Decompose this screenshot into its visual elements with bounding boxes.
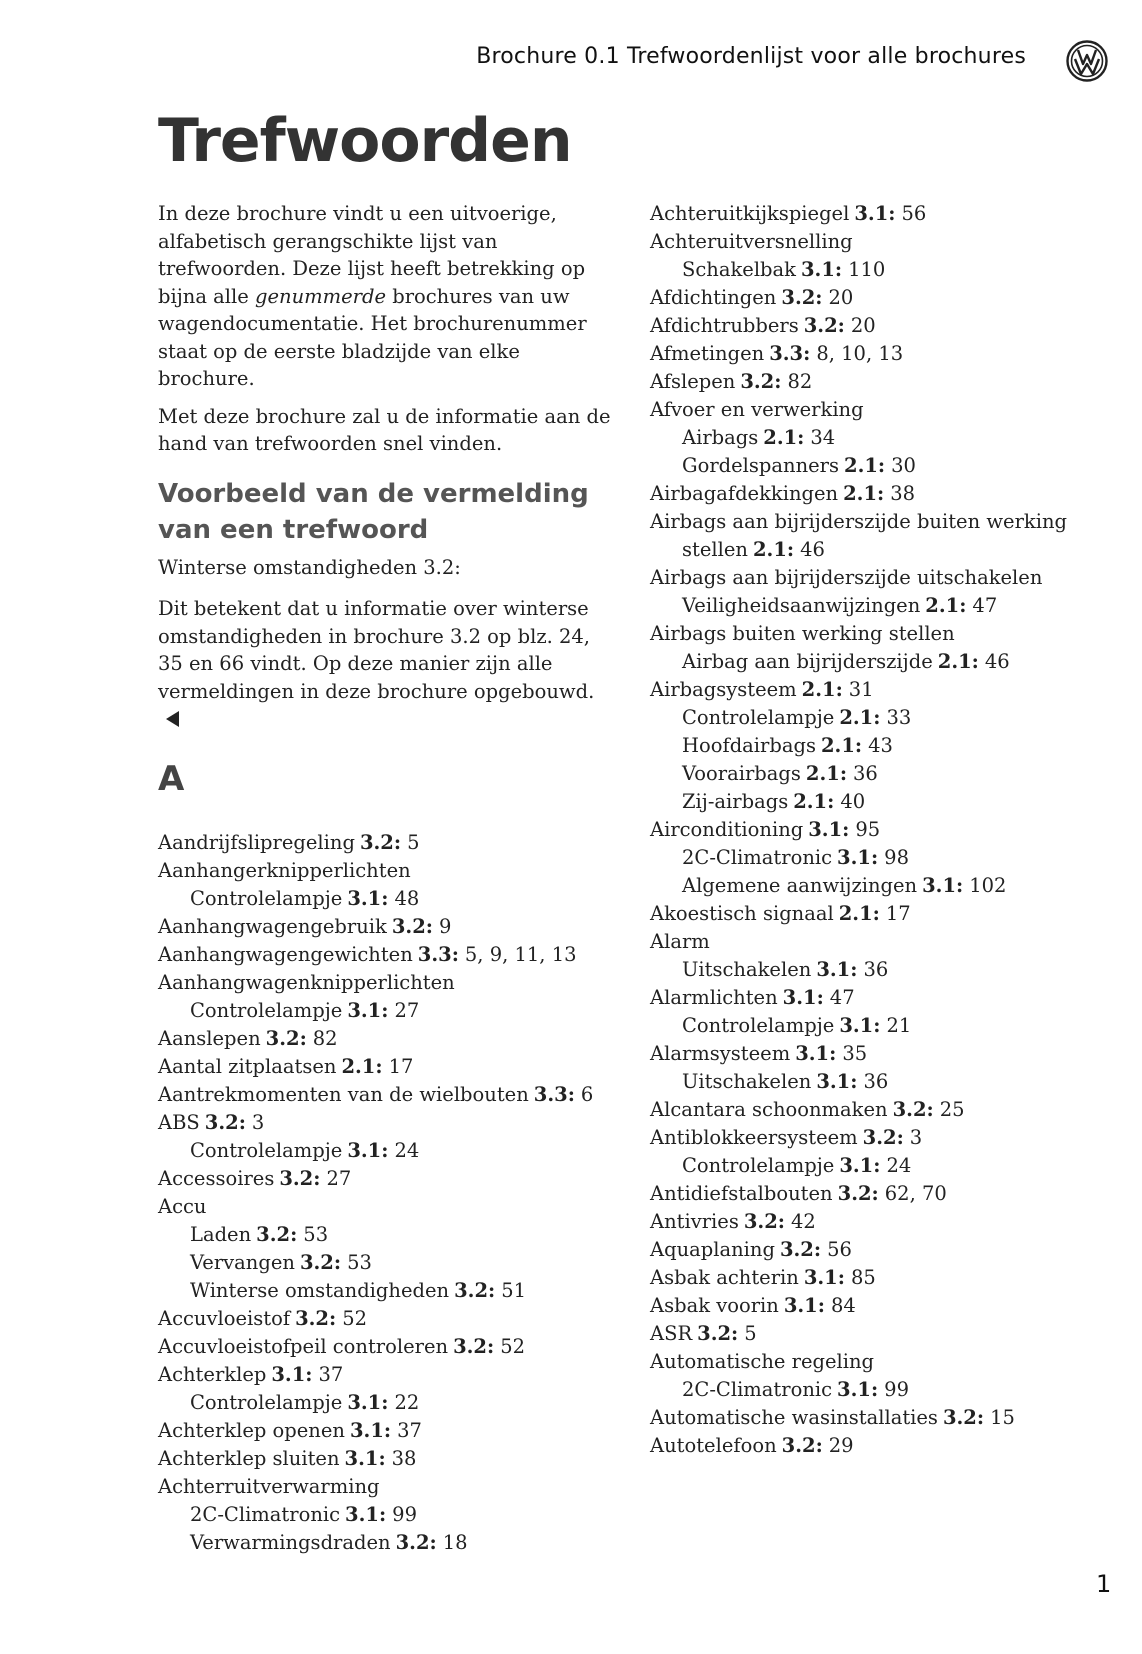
entry-pages: 27: [326, 1166, 352, 1190]
index-entry: [650, 1432, 1110, 1460]
index-entry: [650, 312, 1110, 340]
entry-term: Achterklep sluiten: [158, 1446, 340, 1470]
running-header: Brochure 0.1 Trefwoordenlijst voor alle brochures: [476, 44, 1026, 69]
index-entry: [650, 228, 1110, 256]
index-entry: [650, 1124, 1110, 1152]
entry-term: Accessoires: [158, 1166, 275, 1190]
entry-term: Controlelampje: [190, 1390, 343, 1414]
index-subentry: [158, 1389, 613, 1417]
index-subentry: [650, 256, 1110, 284]
index-entry: [650, 1264, 1110, 1292]
entry-brochure-ref: 3.2:: [265, 1026, 307, 1050]
index-entry: [158, 941, 613, 969]
index-subentry: [650, 1068, 1110, 1096]
index-entry: [158, 1109, 613, 1137]
entry-brochure-ref: 3.1:: [839, 1154, 881, 1177]
entry-term: Airbagsysteem: [650, 678, 797, 701]
entry-pages: 33: [886, 706, 912, 729]
entry-term: ASR: [650, 1322, 693, 1345]
entry-term: Aanhangwagenknipperlichten: [158, 970, 455, 994]
entry-term: Airbagafdekkingen: [650, 482, 839, 505]
entry-term: Accuvloeistof: [158, 1306, 291, 1330]
entry-brochure-ref: 3.2:: [781, 286, 823, 309]
end-marker-icon: [166, 711, 179, 727]
entry-term: Schakelbak: [682, 258, 796, 281]
entry-pages: 21: [886, 1014, 912, 1037]
entry-pages: 35: [842, 1042, 868, 1065]
entry-pages: 22: [394, 1390, 420, 1414]
entry-term: ABS: [158, 1110, 200, 1134]
entry-pages: 46: [984, 650, 1010, 673]
entry-term: Airconditioning: [650, 818, 804, 841]
index-subentry: [650, 732, 1110, 760]
entry-term: Afmetingen: [650, 342, 765, 365]
entry-brochure-ref: 3.2:: [295, 1306, 337, 1330]
entry-brochure-ref: 2.1:: [844, 454, 886, 477]
entry-term: Controlelampje: [682, 1154, 835, 1177]
entry-term: Antivries: [650, 1210, 739, 1233]
index-entry: [650, 1180, 1110, 1208]
entry-pages: 42: [790, 1210, 816, 1233]
entry-brochure-ref: 3.2:: [279, 1166, 321, 1190]
entry-brochure-ref: 3.2:: [204, 1110, 246, 1134]
index-entry: [650, 676, 1110, 704]
entry-term: Achteruitkijkspiegel: [650, 202, 850, 225]
entry-brochure-ref: 3.2:: [779, 1238, 822, 1261]
entry-brochure-ref: 3.1:: [837, 846, 879, 869]
index-subentry: [650, 452, 1110, 480]
entry-pages: 99: [392, 1502, 417, 1526]
entry-brochure-ref: 3.1:: [808, 818, 850, 841]
index-subentry: [650, 1012, 1110, 1040]
index-entry: [158, 1361, 613, 1389]
entry-pages: 5: [407, 830, 420, 854]
entry-brochure-ref: 3.1:: [347, 1390, 389, 1414]
entry-pages: 46: [800, 538, 825, 561]
entry-brochure-ref: 3.2:: [391, 914, 433, 938]
index-entry: [650, 900, 1110, 928]
entry-term: 2C-Climatronic: [190, 1502, 341, 1526]
entry-term: Aantal zitplaatsen: [158, 1054, 337, 1078]
entry-pages: 36: [863, 1070, 889, 1093]
index-entry: [650, 1096, 1110, 1124]
index-subentry: [650, 648, 1110, 676]
entry-term: Accuvloeistofpeil controleren: [158, 1334, 449, 1358]
index-entry: [650, 480, 1110, 508]
entry-pages: 29: [828, 1434, 854, 1457]
entry-term: Alcantara schoonmaken: [650, 1098, 888, 1121]
index-entry: [158, 1333, 613, 1361]
index-entry: [650, 1404, 1110, 1432]
entry-pages: 15: [990, 1406, 1015, 1429]
entry-term: Aquaplaning: [650, 1238, 775, 1261]
index-entry: [650, 928, 1110, 956]
entry-brochure-ref: 2.1:: [843, 482, 885, 505]
entry-brochure-ref: 3.2:: [781, 1434, 823, 1457]
entry-pages: 24: [886, 1154, 912, 1177]
index-subentry: [650, 1376, 1110, 1404]
entry-term: Veiligheidsaanwijzingen: [682, 594, 921, 617]
entry-pages: 34: [810, 426, 836, 449]
index-entry: [650, 1348, 1110, 1376]
index-entry: [650, 1320, 1110, 1348]
entry-pages: 51: [501, 1278, 527, 1302]
index-subentry: [650, 704, 1110, 732]
entry-term: Automatische regeling: [650, 1350, 875, 1373]
vw-logo-icon: [1066, 40, 1108, 82]
index-entry: [158, 829, 613, 857]
entry-brochure-ref: 3.1:: [839, 1014, 881, 1037]
entry-brochure-ref: 3.2:: [395, 1530, 437, 1554]
entry-pages: 37: [318, 1362, 344, 1386]
entry-brochure-ref: 3.2:: [453, 1334, 495, 1358]
entry-term: Laden: [190, 1222, 252, 1246]
entry-brochure-ref: 3.1:: [800, 258, 843, 281]
entry-term: Accu: [158, 1194, 207, 1218]
entry-brochure-ref: 3.2:: [697, 1322, 739, 1345]
entry-pages: 110: [848, 258, 886, 281]
entry-pages: 20: [850, 314, 876, 337]
entry-term: Aantrekmomenten van de wielbouten: [158, 1082, 529, 1106]
index-entry: [158, 1025, 613, 1053]
entry-pages: 85: [850, 1266, 876, 1289]
entry-pages: 56: [901, 202, 927, 225]
page-title: Trefwoorden: [158, 106, 572, 176]
entry-term: Afslepen: [650, 370, 736, 393]
index-entry: [158, 913, 613, 941]
example-heading: Voorbeeld van de vermelding van een trefwoord: [158, 478, 589, 545]
entry-pages: 25: [939, 1098, 965, 1121]
index-entry: [650, 984, 1110, 1012]
entry-term: Afvoer en verwerking: [650, 398, 864, 421]
index-subentry: [158, 1221, 613, 1249]
index-subentry: [650, 956, 1110, 984]
entry-term: Zij-airbags: [682, 790, 789, 813]
index-entry: [650, 340, 1110, 368]
entry-brochure-ref: 3.2:: [837, 1182, 879, 1205]
index-entry: [650, 396, 1110, 424]
index-subentry: [650, 424, 1110, 452]
entry-pages: 17: [885, 902, 911, 925]
index-entry: [650, 620, 1110, 648]
index-entry: [650, 816, 1110, 844]
entry-brochure-ref: 2.1:: [838, 902, 880, 925]
index-subentry: [158, 1249, 613, 1277]
entry-brochure-ref: 2.1:: [937, 650, 979, 673]
entry-term: Antidiefstalbouten: [650, 1182, 833, 1205]
entry-term: stellen: [682, 538, 748, 561]
index-subentry: [650, 536, 1110, 564]
entry-term: Airbags aan bijrijderszijde buiten werking: [650, 510, 1068, 533]
entry-pages: 38: [391, 1446, 417, 1470]
entry-brochure-ref: 3.2:: [740, 370, 782, 393]
index-entry: [650, 200, 1110, 228]
entry-term: Aanhangwagengewichten: [158, 942, 413, 966]
entry-pages: 6: [580, 1082, 594, 1106]
index-subentry: [650, 1152, 1110, 1180]
entry-pages: 98: [884, 846, 909, 869]
index-entry: [158, 1445, 613, 1473]
page-number: 1: [1096, 1570, 1112, 1598]
entry-brochure-ref: 3.1:: [345, 1502, 387, 1526]
entry-pages: 48: [394, 886, 420, 910]
entry-pages: 38: [890, 482, 916, 505]
entry-pages: 52: [500, 1334, 526, 1358]
entry-brochure-ref: 2.1:: [752, 538, 795, 561]
entry-brochure-ref: 3.1:: [347, 1138, 389, 1162]
entry-pages: 53: [303, 1222, 329, 1246]
entry-term: Hoofdairbags: [682, 734, 816, 757]
index-entry: [158, 1473, 613, 1501]
entry-pages: 40: [840, 790, 866, 813]
entry-brochure-ref: 3.2:: [256, 1222, 298, 1246]
index-list-right: [650, 200, 1110, 1460]
entry-pages: 99: [884, 1378, 909, 1401]
entry-brochure-ref: 3.2:: [454, 1278, 496, 1302]
entry-pages: 30: [891, 454, 916, 477]
entry-brochure-ref: 3.3:: [769, 342, 811, 365]
index-entry: [158, 1081, 613, 1109]
entry-brochure-ref: 3.1:: [271, 1362, 313, 1386]
entry-term: Aanslepen: [158, 1026, 261, 1050]
index-subentry: [650, 760, 1110, 788]
entry-term: 2C-Climatronic: [682, 846, 833, 869]
index-subentry: [158, 885, 613, 913]
entry-brochure-ref: 2.1:: [793, 790, 835, 813]
index-entry: [158, 1053, 613, 1081]
intro-paragraph-2: Met deze brochure zal u de informatie aan de hand van trefwoorden snel vinden.: [158, 404, 611, 455]
index-subentry: [158, 997, 613, 1025]
entry-term: Vervangen: [190, 1250, 295, 1274]
index-subentry: [650, 872, 1110, 900]
entry-pages: 24: [394, 1138, 420, 1162]
entry-term: Antiblokkeersysteem: [650, 1126, 858, 1149]
entry-pages: 95: [855, 818, 881, 841]
entry-term: Alarm: [650, 930, 710, 953]
entry-pages: 82: [787, 370, 813, 393]
entry-term: Achterklep: [158, 1362, 267, 1386]
entry-brochure-ref: 3.3:: [533, 1082, 575, 1106]
entry-pages: 36: [863, 958, 889, 981]
entry-brochure-ref: 2.1:: [805, 762, 848, 785]
entry-term: Controlelampje: [682, 706, 835, 729]
entry-brochure-ref: 3.1:: [816, 958, 858, 981]
entry-brochure-ref: 3.1:: [922, 874, 964, 897]
index-subentry: [650, 844, 1110, 872]
entry-brochure-ref: 3.1:: [803, 1266, 845, 1289]
left-column: [158, 200, 613, 1557]
index-entry: [650, 1040, 1110, 1068]
index-entry: [650, 1292, 1110, 1320]
index-entry: [158, 1193, 613, 1221]
index-entry: [650, 1208, 1110, 1236]
index-entry: [158, 857, 613, 885]
entry-brochure-ref: 3.1:: [783, 1294, 825, 1317]
example-explanation: Dit betekent dat u informatie over winterse omstandigheden in brochure 3.2 op blz. 24, 35 en 66 vindt. Op deze manier zijn alle vermeldingen in deze brochure opgebouwd.: [158, 595, 613, 733]
entry-pages: 18: [442, 1530, 468, 1554]
right-column: [650, 200, 1110, 1460]
index-entry: [650, 284, 1110, 312]
entry-brochure-ref: 3.2:: [359, 830, 402, 854]
entry-pages: 8, 10, 13: [816, 342, 904, 365]
entry-pages: 56: [827, 1238, 852, 1261]
entry-pages: 3: [909, 1126, 923, 1149]
index-entry: [158, 1417, 613, 1445]
entry-pages: 62, 70: [884, 1182, 947, 1205]
index-entry: [158, 1305, 613, 1333]
entry-brochure-ref: 3.2:: [862, 1126, 904, 1149]
entry-term: 2C-Climatronic: [682, 1378, 833, 1401]
entry-term: Automatische wasinstallaties: [650, 1406, 938, 1429]
entry-pages: 27: [394, 998, 420, 1022]
entry-term: Uitschakelen: [682, 958, 812, 981]
entry-term: Akoestisch signaal: [650, 902, 834, 925]
entry-term: Airbags aan bijrijderszijde uitschakelen: [650, 566, 1043, 589]
entry-pages: 47: [972, 594, 998, 617]
entry-term: Asbak voorin: [650, 1294, 779, 1317]
index-subentry: [158, 1277, 613, 1305]
entry-term: Aanhangerknipperlichten: [158, 858, 411, 882]
entry-term: Gordelspanners: [682, 454, 839, 477]
entry-pages: 5, 9, 11, 13: [464, 942, 577, 966]
entry-term: Uitschakelen: [682, 1070, 812, 1093]
entry-brochure-ref: 3.2:: [743, 1210, 785, 1233]
entry-brochure-ref: 2.1:: [763, 426, 805, 449]
index-entry: [650, 508, 1110, 536]
entry-brochure-ref: 2.1:: [341, 1054, 383, 1078]
index-entry: [650, 368, 1110, 396]
entry-term: Aandrijfslipregeling: [158, 830, 355, 854]
entry-brochure-ref: 2.1:: [801, 678, 843, 701]
entry-term: Achteruitversnelling: [650, 230, 853, 253]
entry-brochure-ref: 3.2:: [299, 1250, 342, 1274]
entry-brochure-ref: 3.1:: [854, 202, 896, 225]
entry-term: Winterse omstandigheden: [190, 1278, 450, 1302]
entry-brochure-ref: 3.2:: [892, 1098, 934, 1121]
entry-term: Aanhangwagengebruik: [158, 914, 387, 938]
index-entry: [158, 969, 613, 997]
entry-pages: 37: [397, 1418, 422, 1442]
entry-brochure-ref: 2.1:: [925, 594, 967, 617]
entry-term: Airbag aan bijrijderszijde: [682, 650, 933, 673]
entry-brochure-ref: 3.1:: [795, 1042, 837, 1065]
index-entry: [650, 1236, 1110, 1264]
entry-brochure-ref: 3.1:: [349, 1418, 392, 1442]
entry-brochure-ref: 3.1:: [347, 886, 389, 910]
entry-brochure-ref: 3.1:: [816, 1070, 858, 1093]
entry-pages: 20: [828, 286, 854, 309]
entry-pages: 9: [438, 914, 452, 938]
entry-brochure-ref: 3.2:: [803, 314, 845, 337]
entry-pages: 82: [312, 1026, 338, 1050]
entry-brochure-ref: 3.1:: [344, 1446, 386, 1470]
entry-term: Algemene aanwijzingen: [682, 874, 918, 897]
entry-pages: 31: [848, 678, 874, 701]
entry-pages: 5: [744, 1322, 757, 1345]
index-subentry: [158, 1137, 613, 1165]
entry-pages: 36: [853, 762, 878, 785]
entry-term: Verwarmingsdraden: [190, 1530, 391, 1554]
entry-term: Controlelampje: [190, 998, 343, 1022]
entry-term: Controlelampje: [190, 886, 343, 910]
entry-term: Airbags buiten werking stellen: [650, 622, 955, 645]
entry-term: Autotelefoon: [650, 1434, 777, 1457]
entry-brochure-ref: 2.1:: [820, 734, 863, 757]
entry-term: Alarmlichten: [650, 986, 778, 1009]
entry-brochure-ref: 3.3:: [417, 942, 459, 966]
entry-term: Asbak achterin: [650, 1266, 799, 1289]
entry-term: Voorairbags: [682, 762, 801, 785]
entry-pages: 17: [388, 1054, 414, 1078]
entry-term: Controlelampje: [682, 1014, 835, 1037]
entry-term: Achterklep openen: [158, 1418, 345, 1442]
entry-term: Afdichtingen: [650, 286, 777, 309]
index-subentry: [158, 1529, 613, 1557]
entry-brochure-ref: 3.1:: [782, 986, 824, 1009]
entry-pages: 102: [969, 874, 1007, 897]
entry-term: Controlelampje: [190, 1138, 343, 1162]
intro-paragraph: In deze brochure vindt u een uitvoerige, alfabetisch gerangschikte lijst van trefwoorden. Deze lijst heeft betrekking op bijna alle genummerde brochures van uw wagendocumentatie. Het brochurenummer staat op de eerste bladzijde van elke brochure.: [158, 202, 587, 390]
entry-pages: 3: [251, 1110, 265, 1134]
example-entry: Winterse omstandigheden 3.2:: [158, 555, 461, 579]
entry-term: Achterruitverwarming: [158, 1474, 380, 1498]
entry-brochure-ref: 3.2:: [942, 1406, 985, 1429]
entry-pages: 47: [829, 986, 855, 1009]
entry-brochure-ref: 2.1:: [839, 706, 881, 729]
entry-pages: 52: [342, 1306, 368, 1330]
index-subentry: [650, 788, 1110, 816]
section-letter: A: [158, 758, 185, 799]
entry-term: Airbags: [682, 426, 759, 449]
index-entry: [650, 564, 1110, 592]
entry-pages: 43: [868, 734, 893, 757]
entry-term: Alarmsysteem: [650, 1042, 791, 1065]
entry-brochure-ref: 3.1:: [347, 998, 389, 1022]
index-subentry: [650, 592, 1110, 620]
index-list-left: [158, 829, 613, 1557]
entry-term: Afdichtrubbers: [650, 314, 799, 337]
entry-pages: 84: [830, 1294, 856, 1317]
entry-brochure-ref: 3.1:: [837, 1378, 879, 1401]
index-entry: [158, 1165, 613, 1193]
index-subentry: [158, 1501, 613, 1529]
entry-pages: 53: [347, 1250, 372, 1274]
